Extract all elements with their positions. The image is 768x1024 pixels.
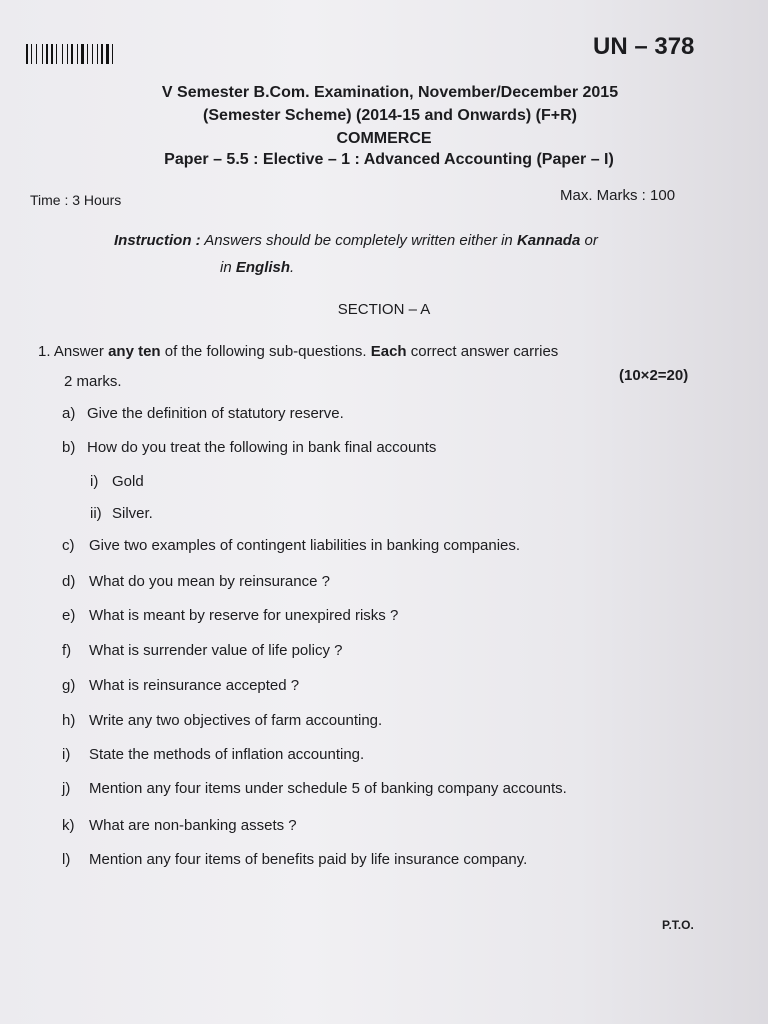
instruction-kannada: Kannada: [516, 232, 581, 249]
barcode-bar: [87, 44, 88, 64]
question-1-intro-2: 2 marks.: [64, 373, 122, 390]
time-duration: Time : 3 Hours: [30, 192, 122, 208]
sub-question-text: Mention any four items of benefits paid by life insurance company.: [89, 851, 528, 868]
sub-question-label: c): [62, 537, 75, 554]
barcode-bar: [94, 44, 96, 64]
barcode-bar: [101, 44, 103, 64]
barcode-bar: [92, 44, 93, 64]
pto-label: P.T.O.: [662, 918, 694, 932]
instruction-line-2: [220, 259, 294, 276]
barcode-bar: [112, 44, 113, 64]
sub-question-text: What are non-banking assets ?: [89, 817, 297, 834]
instruction-english: English: [235, 259, 291, 276]
barcode-bar: [58, 44, 61, 64]
barcode-bar: [46, 44, 48, 64]
sub-question-label: d): [62, 573, 76, 590]
sub-question-text: Write any two objectives of farm accounting.: [89, 712, 383, 729]
barcode-bar: [42, 44, 43, 64]
barcode-bar: [89, 44, 91, 64]
sub-question-text: Give two examples of contingent liabilities in banking companies.: [89, 537, 521, 554]
sub-question-label: k): [62, 817, 75, 834]
instruction-or: or: [584, 232, 598, 249]
question-number: 1.: [38, 343, 51, 360]
instruction-line-1: [114, 232, 598, 249]
exam-title: V Semester B.Com. Examination, November/December 2015: [161, 84, 619, 101]
barcode-bar: [33, 44, 35, 64]
barcode-bar: [85, 44, 86, 64]
barcode-bar: [104, 44, 105, 64]
sub-question-label: i): [62, 746, 71, 763]
barcode-bar: [77, 44, 78, 64]
barcode-bar: [74, 44, 76, 64]
instruction-period: .: [290, 259, 295, 276]
barcode-bar: [36, 44, 37, 64]
barcode-bar: [38, 44, 41, 64]
sub-question-text: How do you treat the following in bank final accounts: [87, 439, 437, 456]
paper-title: Paper – 5.5 : Elective – 1 : Advanced Accounting (Paper – I): [164, 151, 614, 168]
sub-question-text: What is meant by reserve for unexpired risks ?: [89, 607, 399, 624]
sub-question-text: State the methods of inflation accounting.: [89, 746, 365, 763]
instruction-label: Instruction :: [114, 232, 201, 249]
barcode-bar: [67, 44, 68, 64]
barcode-bar: [114, 44, 116, 64]
barcode-bar: [31, 44, 32, 64]
instruction-in: in: [220, 259, 232, 276]
sub-question-label: a): [62, 405, 76, 422]
question-marks: (10×2=20): [619, 367, 689, 384]
sub-question-text: Give the definition of statutory reserve.: [87, 405, 344, 422]
subject: COMMERCE: [336, 130, 432, 147]
barcode-bar: [69, 44, 70, 64]
sub-question-label: j): [62, 780, 71, 797]
sub-question-label: l): [62, 851, 71, 868]
barcode-bar: [51, 44, 53, 64]
barcode-bar: [97, 44, 98, 64]
sub-question-text: What is reinsurance accepted ?: [89, 677, 300, 694]
barcode-bar: [62, 44, 63, 64]
question-intro-c: correct answer carries: [410, 343, 559, 360]
sub-question-text: What do you mean by reinsurance ?: [89, 573, 330, 590]
sub-question-text: Silver.: [112, 505, 153, 522]
paper-code: UN – 378: [593, 33, 695, 60]
barcode-bar: [56, 44, 57, 64]
sub-question-label: e): [62, 607, 76, 624]
barcode-bar: [49, 44, 50, 64]
barcode-bar: [54, 44, 55, 64]
question-each: Each: [370, 343, 407, 360]
barcode-bar: [64, 44, 66, 64]
question-intro-b: of the following sub-questions.: [164, 343, 367, 360]
instruction-text: Answers should be completely written either in: [204, 232, 513, 249]
question-intro-a: Answer: [53, 343, 104, 360]
barcode-bar: [71, 44, 73, 64]
barcode-bar: [110, 44, 111, 64]
barcode-bar: [79, 44, 80, 64]
barcode-bar: [81, 44, 84, 64]
question-any-ten: any ten: [108, 343, 161, 360]
sub-question-label: ii): [90, 505, 102, 522]
sub-question-text: What is surrender value of life policy ?: [89, 642, 343, 659]
exam-scheme: (Semester Scheme) (2014-15 and Onwards) (F+R): [203, 107, 577, 124]
sub-question-label: b): [62, 439, 76, 456]
sub-question-text: Gold: [112, 473, 144, 490]
sub-question-label: g): [62, 677, 76, 694]
sub-question-label: i): [90, 473, 99, 490]
section-heading: SECTION – A: [337, 301, 431, 318]
sub-question-label: f): [62, 642, 72, 659]
barcode-bar: [29, 44, 30, 64]
sub-question-label: h): [62, 712, 76, 729]
barcode-image: [26, 44, 126, 64]
sub-question-text: Mention any four items under schedule 5 of banking company accounts.: [89, 780, 567, 797]
barcode-bar: [26, 44, 28, 64]
barcode-bar: [99, 44, 100, 64]
barcode-bar: [44, 44, 45, 64]
question-1-intro: [38, 343, 558, 360]
max-marks: Max. Marks : 100: [560, 187, 676, 204]
barcode-bar: [106, 44, 109, 64]
